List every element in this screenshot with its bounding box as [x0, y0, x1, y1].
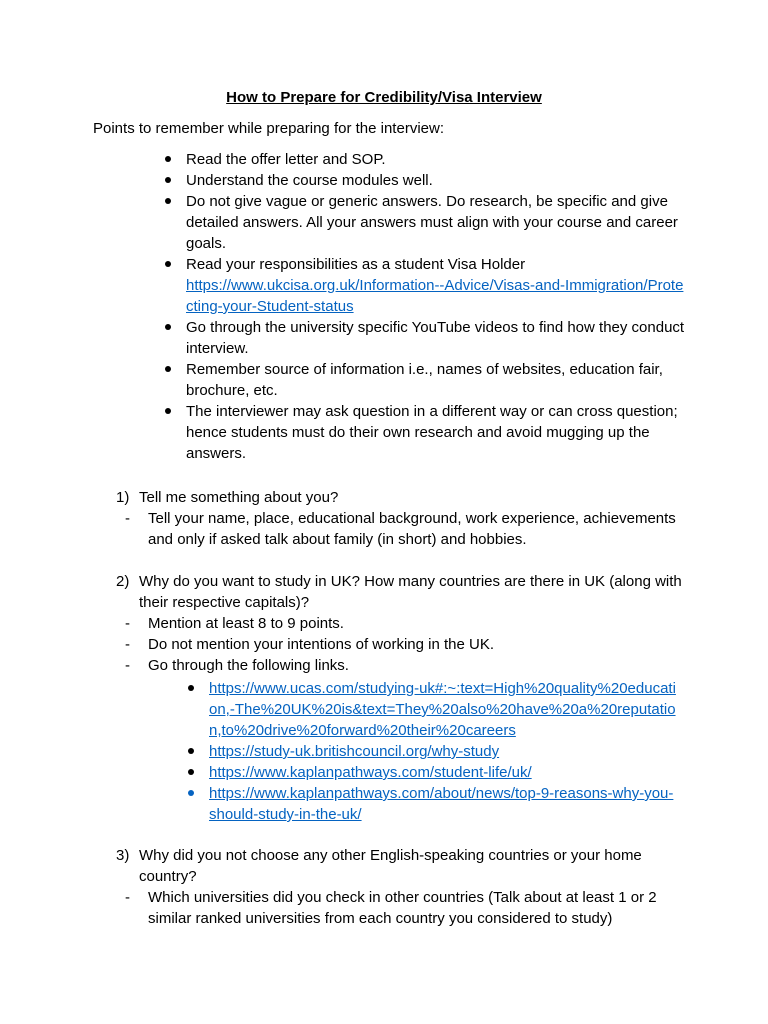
links-list — [209, 678, 679, 825]
link-item — [209, 678, 679, 741]
answer-text: Mention at least 8 to 9 points. — [148, 615, 344, 632]
link-item — [209, 762, 679, 783]
link-item — [209, 783, 679, 825]
question-number: 1) — [116, 489, 130, 506]
question-number: 3) — [116, 847, 130, 864]
question-text: Tell me something about you? — [139, 489, 339, 506]
answer-text: Do not mention your intentions of working in the UK. — [148, 636, 495, 653]
dash-marker: - — [125, 636, 130, 653]
question-number: 2) — [116, 573, 130, 590]
tip-item: Remember source of information i.e., names of websites, education fair, brochure, etc. — [186, 359, 686, 401]
dash-marker: - — [125, 510, 130, 527]
tip-text: Read your responsibilities as a student Visa Holder — [186, 256, 526, 273]
kaplan-student-life-link[interactable]: https://www.kaplanpathways.com/student-life/uk/ — [209, 764, 532, 781]
tip-item: Understand the course modules well. — [186, 170, 686, 191]
answer-text: Tell your name, place, educational background, work experience, achievements and only if asked talk about family (in short) and hobbies. — [148, 510, 676, 548]
intro-text: Points to remember while preparing for the interview: — [93, 120, 444, 137]
question-text: Why did you not choose any other English-speaking countries or your home country? — [139, 847, 642, 885]
tip-item: Read the offer letter and SOP. — [186, 149, 686, 170]
kaplan-top-reasons-link[interactable]: https://www.kaplanpathways.com/about/news/top-9-reasons-why-you-should-study-in-the-uk/ — [209, 785, 674, 823]
ukcisa-link[interactable]: https://www.ukcisa.org.uk/Information--Advice/Visas-and-Immigration/Protecting-your-Student-status — [186, 277, 684, 315]
page-title: How to Prepare for Credibility/Visa Interview — [226, 89, 542, 106]
dash-marker: - — [125, 657, 130, 674]
tips-list — [186, 149, 686, 464]
tip-item: Do not give vague or generic answers. Do research, be specific and give detailed answers. All your answers must align with your course and career goals. — [186, 191, 686, 254]
dash-marker: - — [125, 615, 130, 632]
link-item — [209, 741, 679, 762]
dash-marker: - — [125, 889, 130, 906]
tip-item: Go through the university specific YouTube videos to find how they conduct interview. — [186, 319, 685, 357]
tip-item — [186, 254, 686, 317]
answer-text: Go through the following links. — [148, 657, 349, 674]
question-text: Why do you want to study in UK? How many countries are there in UK (along with their respective capitals)? — [139, 573, 682, 611]
british-council-link[interactable]: https://study-uk.britishcouncil.org/why-study — [209, 743, 500, 760]
answer-text: Which universities did you check in other countries (Talk about at least 1 or 2 similar ranked universities from each country you considered to study) — [148, 889, 657, 927]
tip-item: The interviewer may ask question in a different way or can cross question; hence students must do their own research and avoid mugging up the answers. — [186, 401, 686, 464]
ucas-link[interactable]: https://www.ucas.com/studying-uk#:~:text=High%20quality%20education,-The%20UK%20is&text=They%20also%20have%20a%20reputation,to%20drive%20forward%20their%20careers — [209, 680, 676, 739]
